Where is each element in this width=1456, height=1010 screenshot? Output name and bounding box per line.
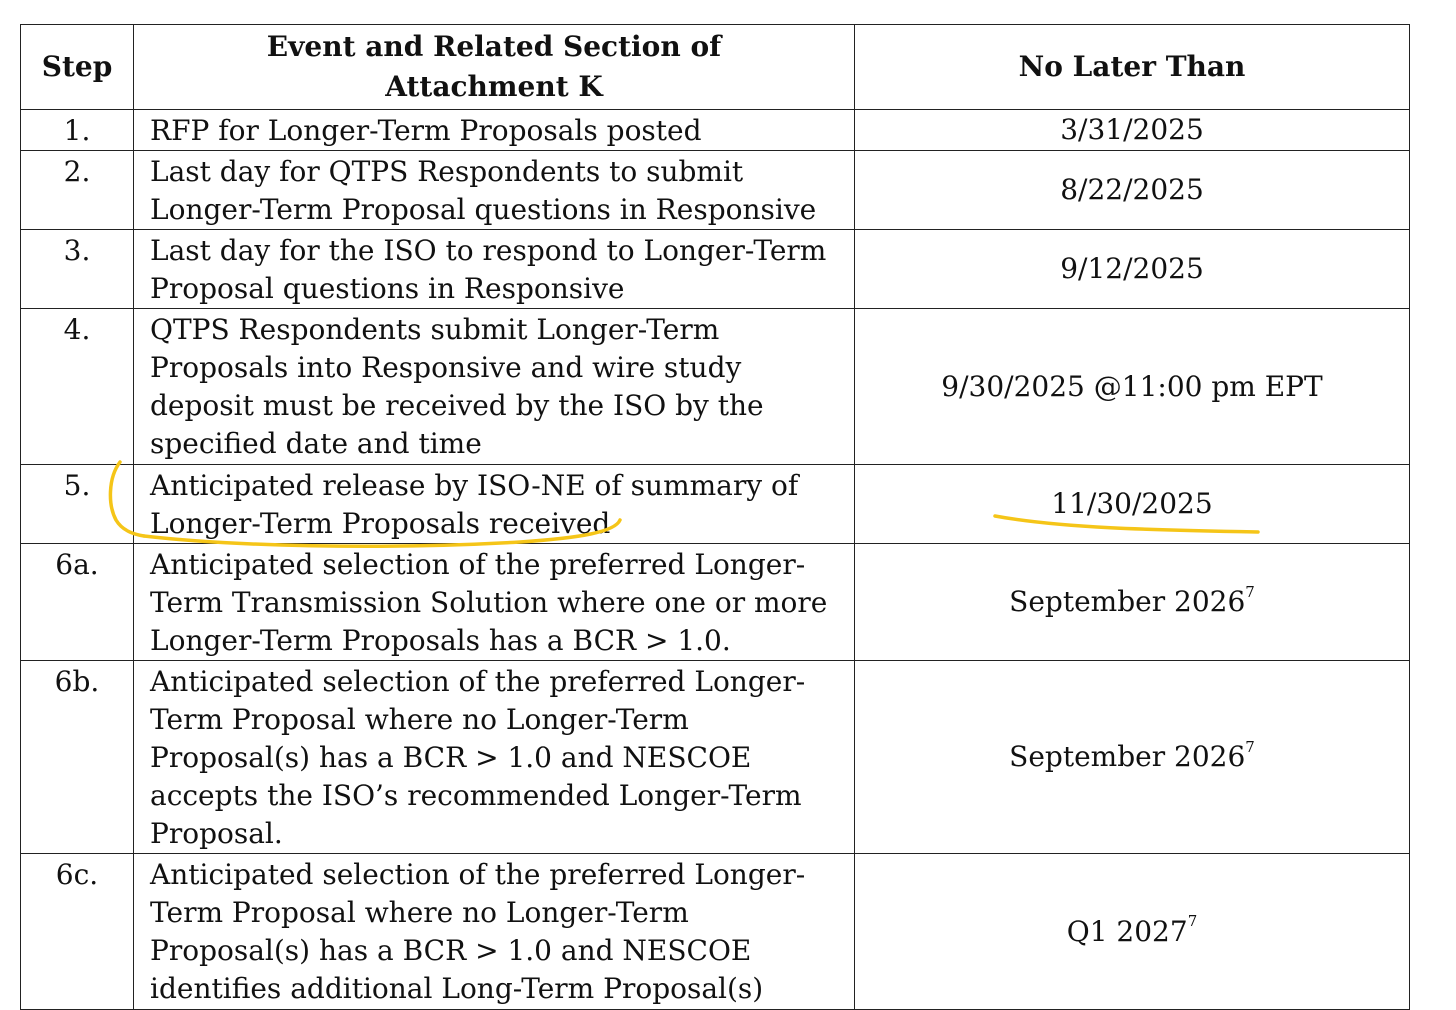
step-number: 6a. <box>21 544 134 661</box>
step-number: 1. <box>21 110 134 151</box>
deadline-date <box>855 661 1410 854</box>
deadline-date <box>855 544 1410 661</box>
deadline-date <box>855 230 1410 309</box>
table-row <box>21 110 1410 151</box>
deadline-date-text: Q1 2027 <box>1066 914 1188 948</box>
table-row <box>21 661 1410 854</box>
event-description: Last day for QTPS Respondents to submit Longer-Term Proposal questions in Responsive <box>134 151 855 230</box>
footnote-marker: 7 <box>1245 737 1255 756</box>
deadline-date-text: 11/30/2025 <box>1051 487 1213 520</box>
header-step: Step <box>21 25 134 110</box>
deadline-date-text: 8/22/2025 <box>1060 173 1204 206</box>
table-row <box>21 309 1410 465</box>
deadline-date-text: September 2026 <box>1009 740 1246 773</box>
deadline-date <box>855 309 1410 465</box>
header-event: Event and Related Section of Attachment K <box>134 25 855 110</box>
deadline-date-text: 9/30/2025 @11:00 pm EPT <box>941 369 1323 403</box>
deadline-date <box>855 854 1410 1010</box>
event-description: Anticipated selection of the preferred Longer-Term Proposal where no Longer-Term Proposal(s) has a BCR > 1.0 and NESCOE identifies additional Long-Term Proposal(s) <box>134 854 855 1010</box>
schedule-table <box>20 24 1410 1010</box>
event-description: QTPS Respondents submit Longer-Term Proposals into Responsive and wire study deposit must be received by the ISO by the specified date and time <box>134 309 855 465</box>
table-row <box>21 854 1410 1010</box>
event-description: Anticipated selection of the preferred Longer-Term Transmission Solution where one or more Longer-Term Proposals has a BCR > 1.0. <box>134 544 855 661</box>
step-number: 2. <box>21 151 134 230</box>
footnote-marker: 7 <box>1245 582 1255 601</box>
deadline-date-text: 9/12/2025 <box>1060 252 1204 285</box>
table-row <box>21 151 1410 230</box>
deadline-date <box>855 151 1410 230</box>
step-number: 6c. <box>21 854 134 1010</box>
step-number: 6b. <box>21 661 134 854</box>
step-number: 4. <box>21 309 134 465</box>
step-number: 3. <box>21 230 134 309</box>
event-description: Anticipated release by ISO-NE of summary of Longer-Term Proposals received <box>134 465 855 544</box>
deadline-date-text: 3/31/2025 <box>1060 113 1204 146</box>
deadline-date <box>855 465 1410 544</box>
footnote-marker: 7 <box>1187 912 1198 931</box>
table-row <box>21 465 1410 544</box>
table-row <box>21 230 1410 309</box>
step-number: 5. <box>21 465 134 544</box>
event-description: Anticipated selection of the preferred Longer-Term Proposal where no Longer-Term Proposal(s) has a BCR > 1.0 and NESCOE accepts the ISO’s recommended Longer-Term Proposal. <box>134 661 855 854</box>
table-row <box>21 544 1410 661</box>
event-description: RFP for Longer-Term Proposals posted <box>134 110 855 151</box>
event-description: Last day for the ISO to respond to Longer-Term Proposal questions in Responsive <box>134 230 855 309</box>
deadline-date-text: September 2026 <box>1009 585 1246 618</box>
deadline-date <box>855 110 1410 151</box>
header-row <box>21 25 1410 110</box>
header-date: No Later Than <box>855 25 1410 110</box>
